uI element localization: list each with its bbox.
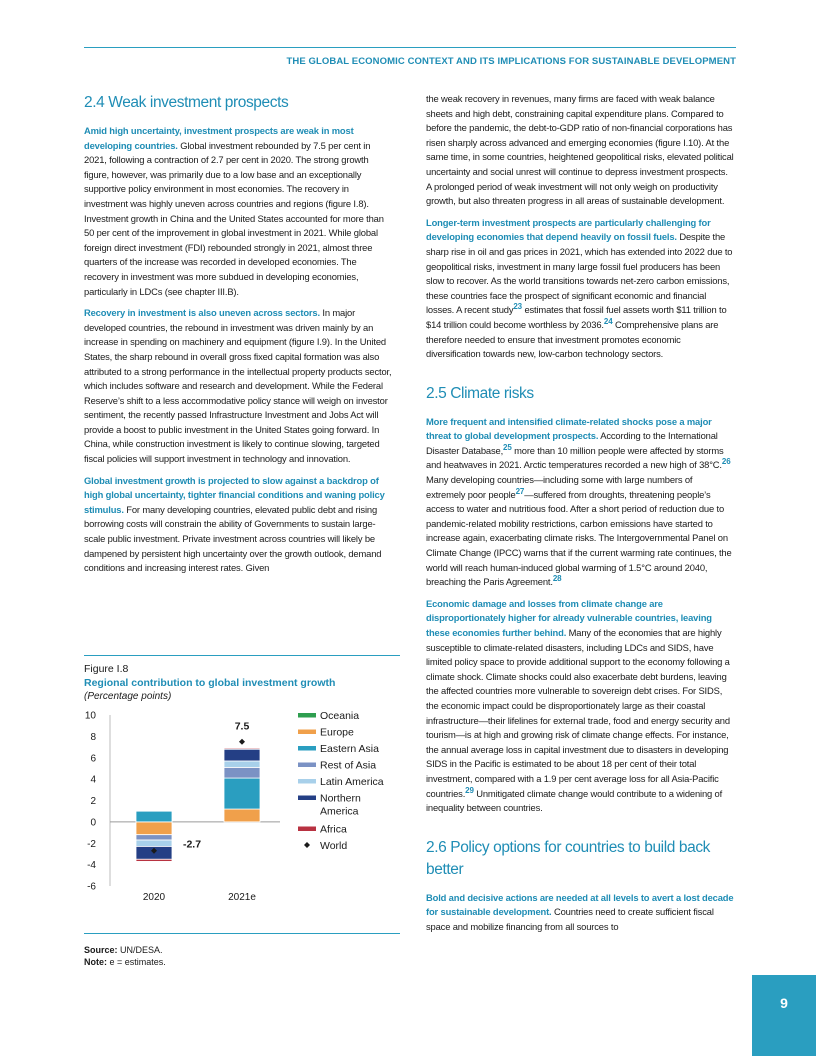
footnote-ref[interactable]: 27 [515,486,525,496]
bar-segment-northern-america [224,749,260,761]
header-rule [84,47,736,48]
y-tick-label: 6 [90,753,96,765]
section-heading-2-5: 2.5 Climate risks [426,384,534,402]
paragraph [426,415,734,590]
legend-swatch [298,827,316,832]
paragraph-body: more than 10 million people were affected by storms and heatwaves in 2021. Arctic temperatures recorded a new high of 38°C. [426,444,724,471]
paragraph-body: For many developing countries, elevated public debt and rising borrowing costs will constrain the ability of Governments to sustain large-scale public investment. Private investment across countries will likely be dampened by persistent high uncertainty over the growth outlook, demand conditions and increasing interest rates. Given [84,503,382,574]
paragraph-body: Despite the sharp rise in oil and gas prices in 2021, which has extended into 2022 due to geopolitical risks, investment in many large fossil fuel producers has been slow to recover. As the world transitions towards net-zero carbon emissions, these countries face the prospect of significant economic and financial losses. A recent study [426,231,733,316]
y-tick-label: 8 [90,731,96,743]
figure-source-note [84,944,166,968]
y-tick-label: 10 [84,710,96,722]
bar-segment-europe [224,809,260,822]
spacer [426,823,734,837]
paragraph-body: Comprehensive plans are therefore needed to ensure that investment promotes economic diversification towards new, low-carbon technology sectors. [426,318,719,360]
page-number-tab [752,975,816,1056]
paragraph-body: Global investment rebounded by 7.5 per cent in 2021, following a contraction of 2.7 per cent in 2020. The strong growth figure, however, was primarily due to a low base and an exceptionally supportive policy environment in most economies. The recovery in investment was highly uneven across countries and regions (figure I.8). Investment growth in China and the United States accounted for more than 50 per cent of the improvement in global investment in 2021. While global foreign direct investment (FDI) rebounded strongly in 2021, almost three quarters of the increase was recorded in developed economies. The recovery in investment was more subdued in developing economies, particularly in LDCs (see chapter III.B). [84,139,384,297]
x-tick-label: 2021e [228,892,256,903]
paragraph-body: Many developing countries—including some with large numbers of extremely poor people [426,474,693,500]
legend-swatch [298,713,316,718]
section-heading-2-4: 2.4 Weak investment prospects [84,94,289,111]
legend-label: Eastern Asia [320,743,379,755]
paragraph-body: Many of the economies that are highly susceptible to climate-related disasters, including LDCs and SIDS, have limited policy space to provide additional support to the economy following a climate shock. Climate shocks could also exacerbate debt burdens, leaving the affected countries more vulnerable to sovereign debt crises. For SIDS, the economic impact could be disproportionately large as their coastal infrastructure—their lifelines for external trade, food and energy security and tourism—is at high and growing risk of climate change effects. For instance, the annual average loss in capital investment due to disasters in developing SIDS in the Pacific is estimated to be about 18 per cent of their total investment, compared with a 1.9 per cent average loss for all Asia-Pacific countries. [426,627,730,799]
paragraph-body: According to the International Disaster Database, [426,430,718,456]
legend-swatch [298,796,316,801]
paragraph [426,216,734,362]
legend-label: World [320,840,348,852]
y-tick-label: -4 [87,860,96,872]
bar-segment-latin-america [136,840,172,846]
legend-swatch [298,763,316,768]
figure-top-rule [84,655,400,656]
paragraph [84,474,392,576]
right-column [426,92,734,942]
paragraph [84,124,392,299]
paragraph-lead: More frequent and intensified climate-related shocks pose a major threat to global development prospects. [426,415,712,442]
note-label: Note: [84,957,107,967]
y-tick-label: -2 [87,838,96,850]
bar-segment-eastern-asia [224,778,260,809]
paragraph-body: estimates that fossil fuel assets worth $11 trillion to $14 trillion could become worthless by 2036. [426,304,727,330]
legend-label: Latin America [320,776,384,788]
section-heading-2-6: 2.6 Policy options for countries to build back better [426,838,711,878]
bar-segment-latin-america [224,761,260,767]
paragraph [426,597,734,816]
note-text: e = estimates. [107,957,166,967]
bar-segment-africa [224,748,260,749]
paragraph-lead: Amid high uncertainty, investment prospects are weak in most developing countries. [84,125,354,151]
paragraph-lead: Global investment growth is projected to slow against a backdrop of high global uncertainty, tighter financial conditions and waning policy stimulus. [84,474,385,515]
figure-bottom-rule [84,933,400,934]
legend-swatch [298,779,316,784]
source-label: Source: [84,945,118,955]
footnote-ref[interactable]: 29 [465,785,474,795]
legend-marker [304,842,310,848]
paragraph-body: Unmitigated climate change would contribute to a widening of inequality between countries. [426,787,723,814]
left-column [84,92,392,583]
stacked-bar-chart [84,707,400,937]
paragraph [426,891,734,935]
bar-segment-rest-of-asia [224,767,260,778]
source-text: UN/DESA. [117,945,163,955]
paragraph-body: —suffered from droughts, threatening people’s access to water and nutritious food. After a short period of reduction due to pandemic-related mobility restrictions, carbon emissions have started to increase again, exacerbating climate risks. The Intergovernmental Panel on Climate Change (IPCC) warns that if the current warming rate continues, the world will reach human-induced global warming of 1.5°C around 2040, breaching the Paris Agreement. [426,488,732,588]
legend-label: Rest of Asia [320,759,377,772]
y-tick-label: 0 [90,817,96,829]
data-label: 7.5 [234,720,250,733]
spacer [426,369,734,383]
world-marker [239,739,245,745]
running-head: THE GLOBAL ECONOMIC CONTEXT AND ITS IMPLICATIONS FOR SUSTAINABLE DEVELOPMENT [286,56,736,67]
paragraph-lead: Economic damage and losses from climate change are disproportionately higher for already vulnerable countries, leaving these economies further behind. [426,597,712,638]
paragraph-body: Countries need to create sufficient fiscal space and mobilize financing from all sources to [426,906,714,932]
y-tick-label: 2 [90,796,96,807]
bar-segment-africa [136,859,172,861]
footnote-ref[interactable]: 28 [552,574,562,584]
figure-i-8 [84,655,400,903]
paragraph-lead: Longer-term investment prospects are particularly challenging for developing economies that depend heavily on fossil fuels. [426,216,711,243]
footnote-ref[interactable]: 25 [503,442,512,452]
footnote-ref[interactable]: 24 [603,316,613,326]
page-number: 9 [780,995,788,1011]
legend-label: Europe [320,726,354,739]
x-tick-label: 2020 [142,892,166,903]
figure-subtitle: (Percentage points) [84,691,172,702]
paragraph [84,306,392,467]
paragraph: the weak recovery in revenues, many firms are faced with weak balance sheets and high debt, constraining capital expenditure plans. Compared to before the pandemic, the debt-to-GDP ratio of non-financial corporations has risen sharply across advanced and emerging economies (figure I.10). At the same time, in some countries, heightened geopolitical risks, elevated political uncertainty and social unrest will continue to depress investment prospects. A prolonged period of weak investment will not only weigh on productivity growth, but also threaten progress in all areas of sustainable development. [426,93,734,207]
y-tick-label: 4 [90,774,96,786]
bar-segment-europe [136,822,172,835]
legend-label: Oceania [320,710,360,722]
bar-segment-eastern-asia [136,811,172,822]
legend-label: America [320,805,359,818]
legend-label: Africa [320,823,347,836]
paragraph-lead: Bold and decisive actions are needed at all levels to avert a lost decade for sustainable development. [426,891,734,918]
paragraph-body: In major developed countries, the rebound in investment was driven mainly by an increase in spending on machinery and equipment (figure I.9). In the United States, the sharp rebound in overall gross fixed capital formation was also attributed to a strong performance in the intellectual property products sector, which includes software and research and development. While the Federal Reserve’s shift to a less accommodative policy stance will weigh on investor sentiment, the recently passed Infrastructure Investment and Jobs Act will provide a boost to public investment in the United States going forward. In China, while construction investment is likely to continue slowing, targeted fiscal policies will support investment in technology and innovation. [84,307,392,465]
legend-label: Northern [320,792,361,805]
figure-title: Regional contribution to global investment growth [84,677,336,689]
paragraph-lead: Recovery in investment is also uneven across sectors. [84,307,320,319]
footnote-ref[interactable]: 23 [513,302,522,312]
y-tick-label: -6 [87,881,96,893]
footnote-ref[interactable]: 26 [721,457,731,467]
legend-swatch [298,730,316,735]
legend-swatch [298,746,316,751]
bar-segment-rest-of-asia [136,835,172,840]
data-label: -2.7 [182,838,202,851]
figure-number: Figure I.8 [84,663,129,675]
